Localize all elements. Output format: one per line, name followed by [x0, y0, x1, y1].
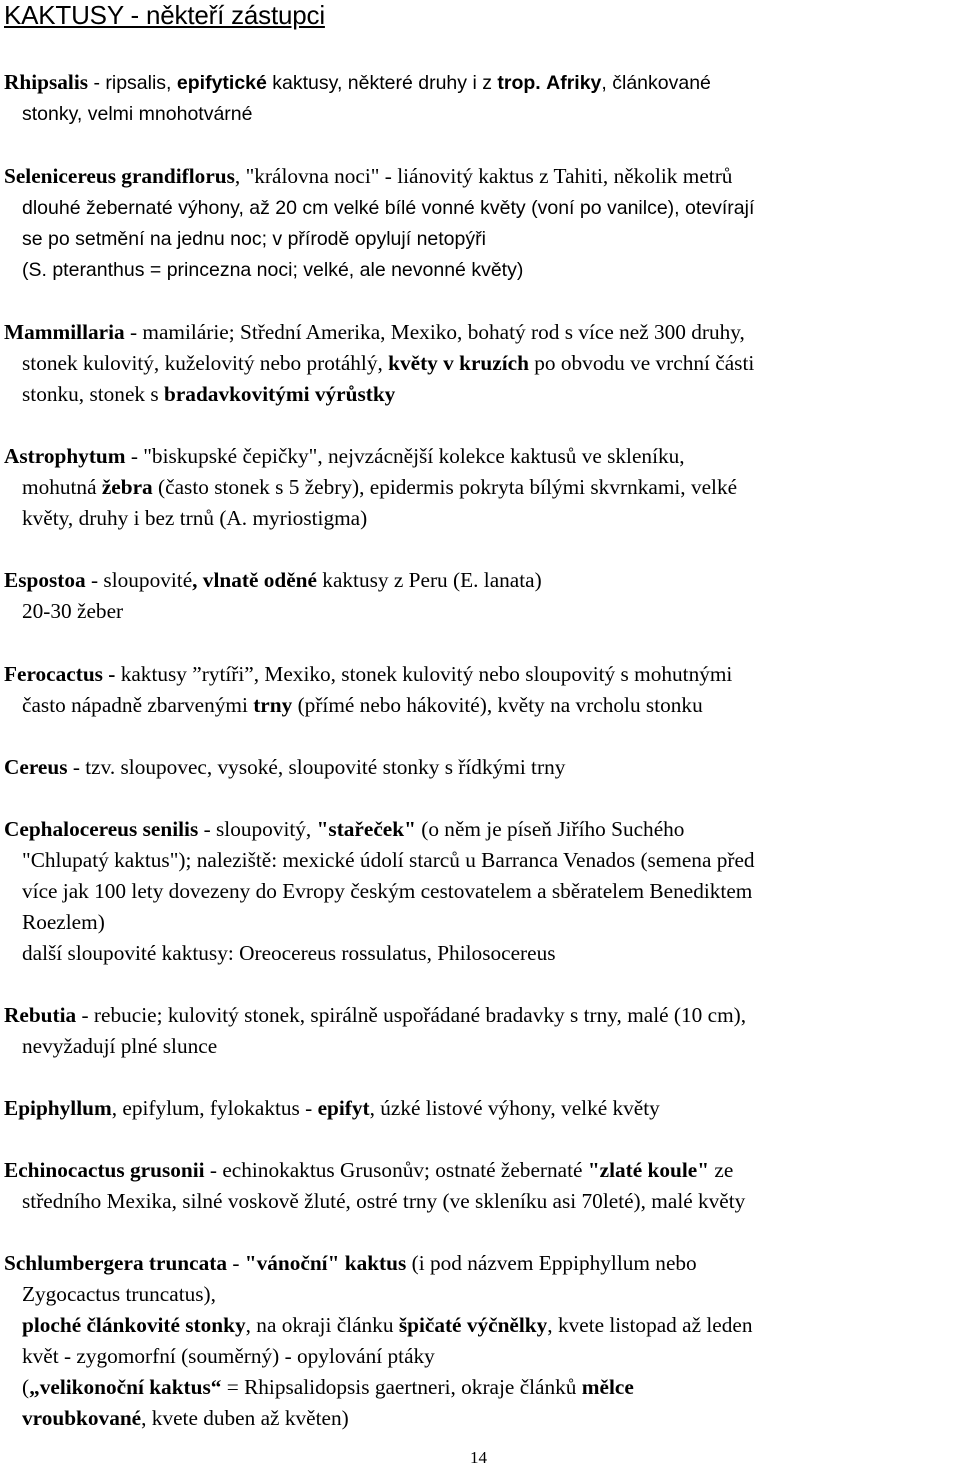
text-run: více jak 100 lety dovezeny do Evropy českým cestovatelem a sběratelem Benediktem [22, 879, 753, 903]
text-line [4, 1186, 956, 1217]
bold-term: vroubkované [22, 1406, 142, 1430]
bold-term: "vánoční" kaktus [244, 1251, 407, 1275]
text-line [4, 472, 956, 503]
text-run: - tzv. sloupovec, vysoké, sloupovité stonky s řídkými trny [67, 755, 566, 779]
page-number: 14 [470, 1448, 487, 1467]
text-run: , epifylum, fylokaktus - [111, 1096, 318, 1120]
text-run: - ripsalis, [88, 72, 177, 94]
text-line [4, 223, 956, 254]
bold-term: „velikonoční kaktus“ [29, 1375, 222, 1399]
text-line [4, 192, 956, 223]
text-run: ( [22, 1375, 30, 1399]
text-line [4, 1248, 956, 1279]
bold-term: Espostoa [4, 568, 86, 592]
bold-term: trny [253, 693, 293, 717]
text-line [4, 845, 956, 876]
text-line [4, 1000, 956, 1031]
entry-selenicereus [4, 161, 956, 285]
bold-term: Afriky [546, 72, 602, 94]
text-line [4, 596, 956, 627]
text-run: dlouhé žebernaté výhony, až 20 cm velké bílé vonné květy (voní po vanilce), otevírají [22, 197, 755, 219]
text-run: květy, druhy i bez trnů (A. myriostigma) [22, 506, 368, 530]
bold-term: Cereus [4, 755, 68, 779]
text-line [4, 752, 956, 783]
bold-term: špičaté výčnělky [398, 1313, 548, 1337]
bold-term: květy v kruzích [388, 351, 529, 375]
entry-mammillaria [4, 317, 956, 410]
text-line [4, 907, 956, 938]
text-run: , "královna noci" - liánovitý kaktus z Tahiti, několik metrů [234, 164, 733, 188]
text-run: stonky, velmi mnohotvárné [22, 103, 253, 125]
bold-term: Astrophytum [4, 444, 126, 468]
text-run: - sloupovité [85, 568, 193, 592]
text-run: stonku, stonek s [22, 382, 164, 406]
bold-term: "stařeček" [316, 817, 416, 841]
text-line [4, 1403, 956, 1434]
text-run: po obvodu ve vrchní části [528, 351, 755, 375]
text-run: (i pod názvem Eppiphyllum nebo [406, 1251, 697, 1275]
text-line [4, 814, 956, 845]
bold-term: trop. [497, 72, 541, 94]
text-run: Zygocactus truncatus), [22, 1282, 216, 1306]
bold-term: Schlumbergera truncata [4, 1251, 227, 1275]
entry-epiphyllum [4, 1093, 956, 1124]
text-run: , na okraji článku [245, 1313, 399, 1337]
entry-echinocactus [4, 1155, 956, 1217]
text-run: (S. pteranthus = princezna noci; velké, ale nevonné květy) [22, 259, 524, 281]
text-line [4, 441, 956, 472]
text-line [4, 1155, 956, 1186]
text-run: , článkované [601, 72, 711, 94]
bold-term: mělce [581, 1375, 634, 1399]
text-run: - mamilárie; Střední Amerika, Mexiko, bohatý rod s více než 300 druhy, [124, 320, 745, 344]
text-run: , kvete listopad až leden [547, 1313, 753, 1337]
text-line [4, 503, 956, 534]
entry-cereus [4, 752, 956, 783]
text-line [4, 690, 956, 721]
bold-term: Mammillaria [4, 320, 125, 344]
entry-rebutia [4, 1000, 956, 1062]
text-run: kaktusy z Peru (E. lanata) [316, 568, 542, 592]
bold-term: Cephalocereus senilis [4, 817, 199, 841]
text-run: Roezlem) [22, 910, 105, 934]
bold-term: žebra [101, 475, 153, 499]
text-run: kaktusy ”rytíři”, Mexiko, stonek kulovitý nebo sloupovitý s mohutnými [115, 662, 733, 686]
text-run: kaktusy, některé druhy i z [266, 72, 498, 94]
text-run: , úzké listové výhony, velké květy [369, 1096, 660, 1120]
bold-term: Selenicereus grandiflorus [4, 164, 235, 188]
text-run: - [227, 1251, 245, 1275]
text-run: (často stonek s 5 žebry), epidermis pokryta bílými skvrnkami, velké [152, 475, 738, 499]
entry-espostoa [4, 565, 956, 627]
entry-schlumbergera [4, 1248, 956, 1434]
text-run: - "biskupské čepičky", nejvzácnější kolekce kaktusů ve skleníku, [125, 444, 685, 468]
text-line [4, 67, 956, 98]
text-run: středního Mexika, silné voskově žluté, ostré trny (ve skleníku asi 70leté), malé květy [22, 1189, 746, 1213]
text-run: ze [709, 1158, 734, 1182]
text-line [4, 876, 956, 907]
text-line [4, 1372, 956, 1403]
text-run: - rebucie; kulovitý stonek, spirálně uspořádané bradavky s trny, malé (10 cm), [76, 1003, 747, 1027]
bold-term: Rhipsalis [4, 70, 89, 94]
text-line [4, 98, 956, 129]
text-line [4, 254, 956, 285]
text-run: "Chlupatý kaktus"); naleziště: mexické údolí starců u Barranca Venados (semena před [22, 848, 755, 872]
text-run: - echinokaktus Grusonův; ostnaté žebernaté [204, 1158, 588, 1182]
text-run: květ - zygomorfní (souměrný) - opylování ptáky [22, 1344, 435, 1368]
text-run: další sloupovité kaktusy: Oreocereus rossulatus, Philosocereus [22, 941, 556, 965]
bold-term: Echinocactus grusonii [4, 1158, 205, 1182]
text-line [4, 1279, 956, 1310]
entry-astrophytum [4, 441, 956, 534]
text-run: (přímé nebo hákovité), květy na vrcholu stonku [292, 693, 703, 717]
text-line [4, 1031, 956, 1062]
bold-term: Rebutia [4, 1003, 77, 1027]
text-line [4, 565, 956, 596]
bold-term: "zlaté koule" [587, 1158, 710, 1182]
text-run: stonek kulovitý, kuželovitý nebo protáhlý, [22, 351, 389, 375]
text-line [4, 348, 956, 379]
bold-term: Epiphyllum [4, 1096, 112, 1120]
text-line [4, 659, 956, 690]
text-run: se po setmění na jednu noc; v přírodě opylují netopýři [22, 228, 486, 250]
text-run: - sloupovitý, [198, 817, 317, 841]
text-run: (o něm je píseň Jiřího Suchého [415, 817, 685, 841]
entry-cephalocereus [4, 814, 956, 969]
text-run: 20-30 žeber [22, 599, 124, 623]
entry-ferocactus [4, 659, 956, 721]
text-line [4, 1093, 956, 1124]
bold-term: epifytické [176, 72, 267, 94]
text-line [4, 161, 956, 192]
text-line [4, 938, 956, 969]
bold-term: ploché článkovité stonky [22, 1313, 246, 1337]
text-line [4, 1310, 956, 1341]
entry-rhipsalis [4, 67, 956, 129]
bold-term: epifyt [317, 1096, 370, 1120]
text-line [4, 1341, 956, 1372]
bold-term: bradavkovitými výrůstky [164, 382, 396, 406]
text-run: mohutná [22, 475, 102, 499]
bold-term: , vlnatě oděné [192, 568, 317, 592]
text-run: = Rhipsalidopsis gaertneri, okraje článků [221, 1375, 582, 1399]
text-run: často nápadně zbarvenými [22, 693, 254, 717]
page-title: KAKTUSY - někteří zástupci [4, 0, 325, 30]
text-line [4, 379, 956, 410]
text-run: nevyžadují plné slunce [22, 1034, 218, 1058]
text-run: , kvete duben až květen) [141, 1406, 349, 1430]
text-line [4, 317, 956, 348]
bold-term: Ferocactus - [4, 662, 116, 686]
